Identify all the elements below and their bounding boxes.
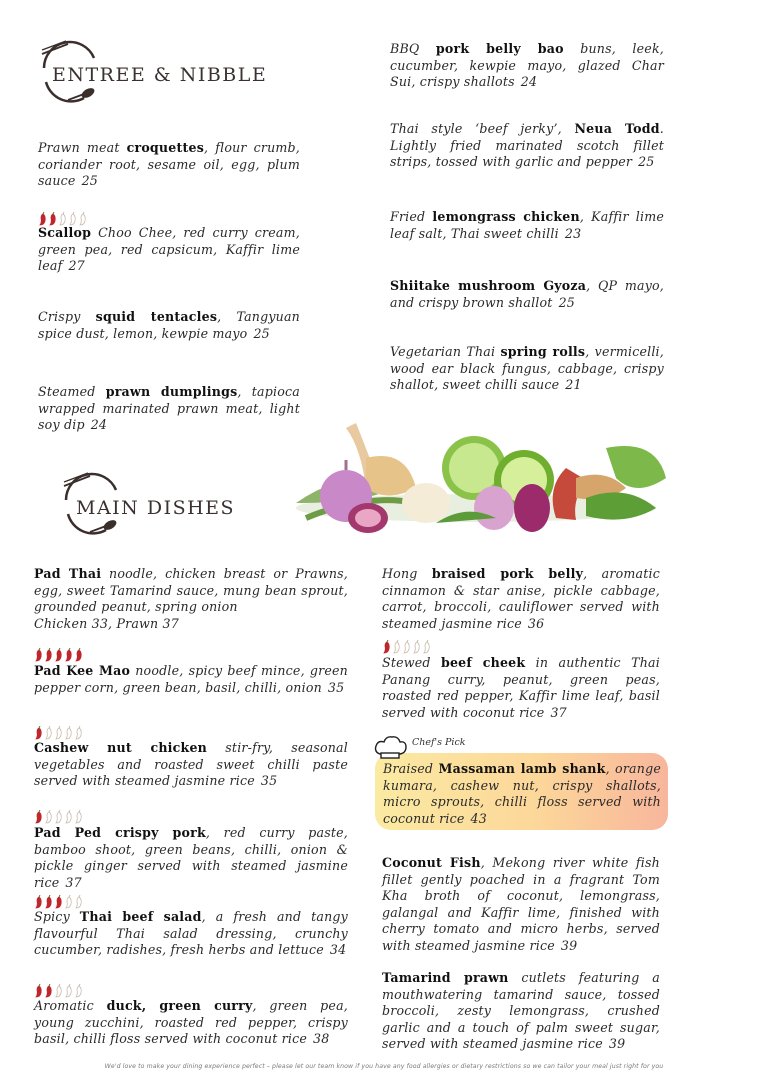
spice-level-indicator <box>38 212 87 226</box>
menu-item-braised-pork-belly: Hong braised pork belly, aromatic cinnamon & star anise, pickle cabbage, carrot, broccoli, cauliflower served with steamed jasmine rice 36 <box>382 566 660 631</box>
chef-hat-icon <box>372 734 408 760</box>
menu-item-croquettes: Prawn meat croquettes, flour crumb, coriander root, sesame oil, egg, plum sauce 25 <box>38 140 300 188</box>
spice-level-indicator <box>34 648 83 662</box>
chili-filled-icon <box>64 648 73 662</box>
menu-item-lemongrass-chicken: Fried lemongrass chicken, Kaffir lime leaf salt, Thai sweet chilli 23 <box>390 209 664 241</box>
vegetables-illustration <box>286 408 668 543</box>
main-section-title: MAIN DISHES <box>76 497 236 519</box>
chili-empty-icon <box>64 726 73 740</box>
menu-item-tamarind-prawn: Tamarind prawn cutlets featuring a mouthwatering tamarind sauce, tossed broccoli, zesty lemongrass, crushed garlic and a touch of palm sweet sugar, served with steamed jasmine rice 39 <box>382 970 660 1051</box>
menu-item-pork-belly-bao: BBQ pork belly bao buns, leek, cucumber, kewpie mayo, glazed Char Sui, crispy shallots 24 <box>390 41 664 89</box>
spice-level-indicator <box>382 640 431 654</box>
chili-empty-icon <box>44 726 53 740</box>
spice-level-indicator <box>34 895 83 909</box>
spice-level-indicator <box>34 726 83 740</box>
menu-item-duck-curry: Aromatic duck, green curry, green pea, young zucchini, roasted red pepper, crispy basil, chilli floss served with coconut rice 38 <box>34 998 348 1046</box>
chili-filled-icon <box>44 895 53 909</box>
chili-filled-icon <box>48 212 57 226</box>
chili-empty-icon <box>54 984 63 998</box>
chili-empty-icon <box>412 640 421 654</box>
chili-empty-icon <box>44 810 53 824</box>
spice-level-indicator <box>34 810 83 824</box>
chili-filled-icon <box>34 726 43 740</box>
chili-empty-icon <box>74 810 83 824</box>
chili-filled-icon <box>74 648 83 662</box>
chili-empty-icon <box>74 726 83 740</box>
menu-item-scallop: Scallop Choo Chee, red curry cream, green pea, red capsicum, Kaffir lime leaf 27 <box>38 225 300 273</box>
chili-filled-icon <box>54 648 63 662</box>
chili-empty-icon <box>74 895 83 909</box>
chili-filled-icon <box>382 640 391 654</box>
chili-empty-icon <box>54 726 63 740</box>
entree-section-title: ENTREE & NIBBLE <box>52 64 268 86</box>
menu-item-neua-todd: Thai style ‘beef jerky’, Neua Todd. Lightly fried marinated scotch fillet strips, tossed with garlic and pepper 25 <box>390 121 664 169</box>
menu-item-pad-ped-pork: Pad Ped crispy pork, red curry paste, bamboo shoot, green beans, chilli, onion & pickle ginger served with steamed jasmine rice 37 <box>34 825 348 890</box>
menu-item-prawn-dumplings: Steamed prawn dumplings, tapioca wrapped marinated prawn meat, light soy dip 24 <box>38 384 300 432</box>
chili-filled-icon <box>44 984 53 998</box>
menu-item-beef-salad: Spicy Thai beef salad, a fresh and tangy flavourful Thai salad dressing, crunchy cucumber, radishes, fresh herbs and lettuce 34 <box>34 909 348 957</box>
chili-empty-icon <box>422 640 431 654</box>
chili-empty-icon <box>78 212 87 226</box>
chili-empty-icon <box>64 895 73 909</box>
chili-filled-icon <box>34 895 43 909</box>
chili-empty-icon <box>402 640 411 654</box>
spice-level-indicator <box>34 984 83 998</box>
menu-item-gyoza: Shiitake mushroom Gyoza, QP mayo, and crispy brown shallot 25 <box>390 278 664 310</box>
menu-item-lamb-shank: Braised Massaman lamb shank, orange kumara, cashew nut, crispy shallots, micro sprouts, chilli floss served with coconut rice 43 <box>383 761 661 826</box>
chefs-pick-label: Chef's Pick <box>412 737 466 748</box>
chili-empty-icon <box>64 810 73 824</box>
allergy-footer-note: We'd love to make your dining experience perfect – please let our team know if you have any food allergies or dietary restrictions so we can tailor your meal just right for you <box>104 1063 664 1070</box>
chili-filled-icon <box>54 895 63 909</box>
chili-empty-icon <box>392 640 401 654</box>
menu-item-pad-kee-mao: Pad Kee Mao noodle, spicy beef mince, green pepper corn, green bean, basil, chilli, onion 35 <box>34 663 348 695</box>
menu-item-squid: Crispy squid tentacles, Tangyuan spice dust, lemon, kewpie mayo 25 <box>38 309 300 341</box>
chili-filled-icon <box>38 212 47 226</box>
menu-item-coconut-fish: Coconut Fish, Mekong river white fish fillet gently poached in a fragrant Tom Kha broth of coconut, lemongrass, galangal and Kaffir lime, finished with cherry tomato and micro herbs, served with steamed jasmine rice 39 <box>382 855 660 953</box>
chili-empty-icon <box>74 984 83 998</box>
chili-filled-icon <box>34 648 43 662</box>
menu-item-beef-cheek: Stewed beef cheek in authentic Thai Panang curry, peanut, green peas, roasted red pepper, Kaffir lime leaf, basil served with coconut rice 37 <box>382 655 660 720</box>
chili-empty-icon <box>58 212 67 226</box>
chili-empty-icon <box>54 810 63 824</box>
menu-item-spring-rolls: Vegetarian Thai spring rolls, vermicelli, wood ear black fungus, cabbage, crispy shallot, sweet chilli sauce 21 <box>390 344 664 392</box>
chili-filled-icon <box>34 984 43 998</box>
menu-item-pad-thai: Pad Thai noodle, chicken breast or Prawns, egg, sweet Tamarind sauce, mung bean sprout, grounded peanut, spring onion Chicken 33, Prawn 37 <box>34 566 348 631</box>
chili-filled-icon <box>44 648 53 662</box>
chili-empty-icon <box>64 984 73 998</box>
chili-filled-icon <box>34 810 43 824</box>
menu-item-cashew-chicken: Cashew nut chicken stir-fry, seasonal vegetables and roasted sweet chilli paste served with steamed jasmine rice 35 <box>34 740 348 788</box>
chili-empty-icon <box>68 212 77 226</box>
